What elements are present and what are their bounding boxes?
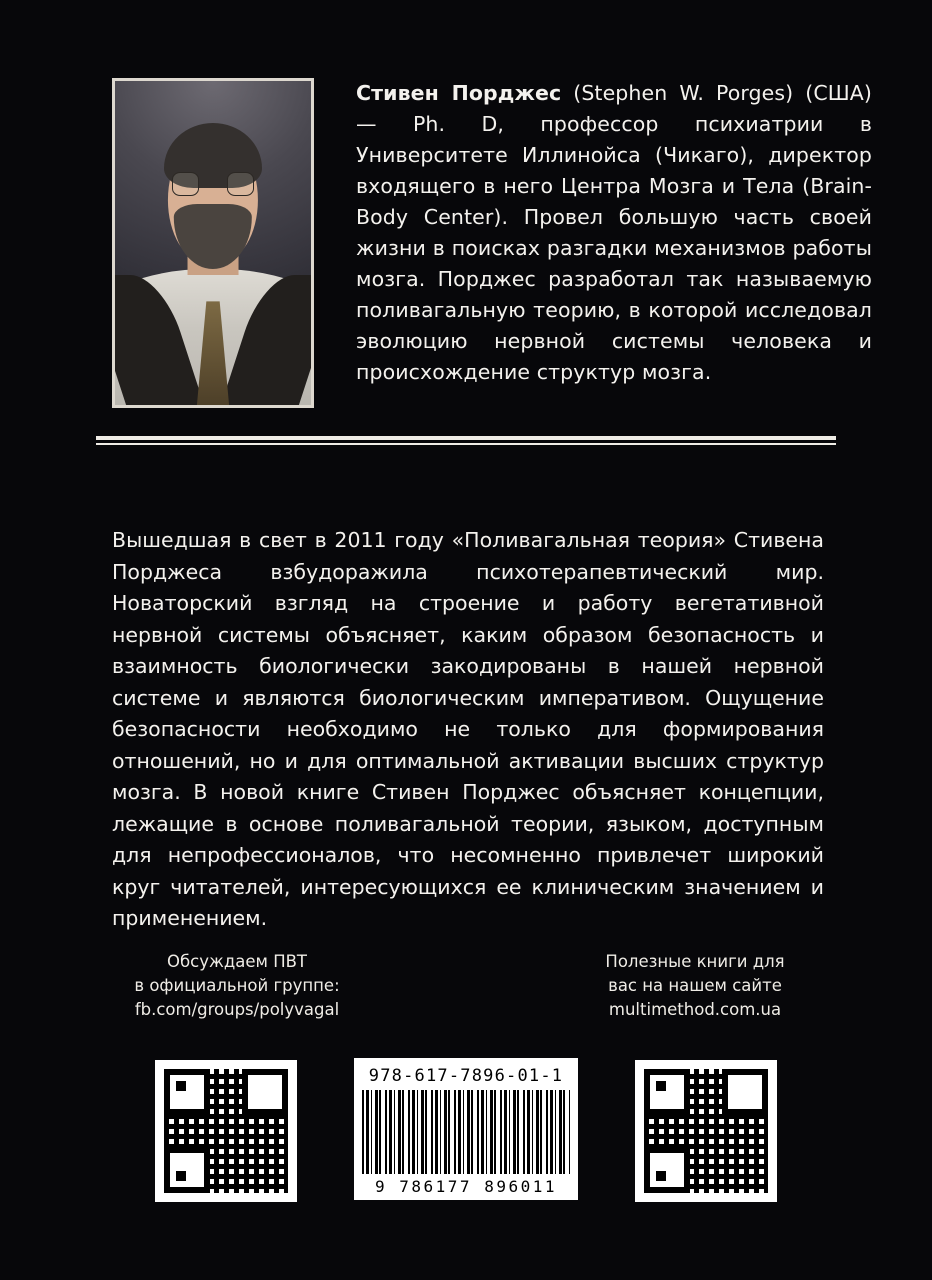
footer-right-line1: Полезные книги для (605, 952, 785, 971)
footer-right-caption (570, 950, 820, 1022)
footer-left-caption (112, 950, 362, 1022)
author-bio (356, 78, 872, 388)
barcode-bars (362, 1090, 570, 1174)
author-bio-text: (Stephen W. Porges) (США) — Ph. D, профессор психиатрии в Университете Иллинойса (Чикаго), директор входящего в него Центра Мозга и Тела (Brain-Body Center). Провел большую часть своей жизни в поисках разгадки механизмов работы мозга. Порджес разработал так называемую поливагальную теорию, в которой исследовал эволюцию нервной системы человека и происхождение структур мозга. (356, 81, 872, 384)
qr-code-image (164, 1069, 288, 1193)
footer-left-line1: Обсуждаем ПВТ (166, 952, 308, 971)
footer-right-link[interactable]: multimethod.com.ua (608, 1000, 782, 1019)
section-divider (96, 436, 836, 448)
qr-code-website[interactable] (635, 1060, 777, 1202)
divider-line-thin (96, 443, 836, 445)
footer (0, 950, 932, 1210)
isbn-text: 978-617-7896-01-1 (368, 1066, 564, 1086)
qr-code-facebook-group[interactable] (155, 1060, 297, 1202)
footer-right-line2: вас на нашем сайте (608, 976, 782, 995)
isbn-barcode (354, 1058, 578, 1200)
author-block (112, 78, 872, 408)
qr-code-image (644, 1069, 768, 1193)
footer-left-link[interactable]: fb.com/groups/polyvagal (134, 1000, 340, 1019)
footer-left-line2: в официальной группе: (134, 976, 340, 995)
ean-digits: 9 786177 896011 (375, 1177, 557, 1196)
book-annotation: Вышедшая в свет в 2011 году «Поливагальная теория» Стивена Порджеса взбудоражила психотерапевтический мир. Новаторский взгляд на строение и работу вегетативной нервной системы объясняет, каким образом безопасность и взаимность биологически закодированы в нашей нервной системе и являются биологическим императивом. Ощущение безопасности необходимо не только для формирования отношений, но и для оптимальной активации высших структур мозга. В новой книге Стивен Порджес объясняет концепции, лежащие в основе поливагальной теории, языком, доступным для непрофессионалов, что несомненно привлечет широкий круг читателей, интересующихся ее клиническим значением и применением. (112, 528, 824, 930)
author-name: Стивен Порджес (356, 81, 562, 105)
author-photo (115, 81, 311, 405)
author-photo-frame (112, 78, 314, 408)
